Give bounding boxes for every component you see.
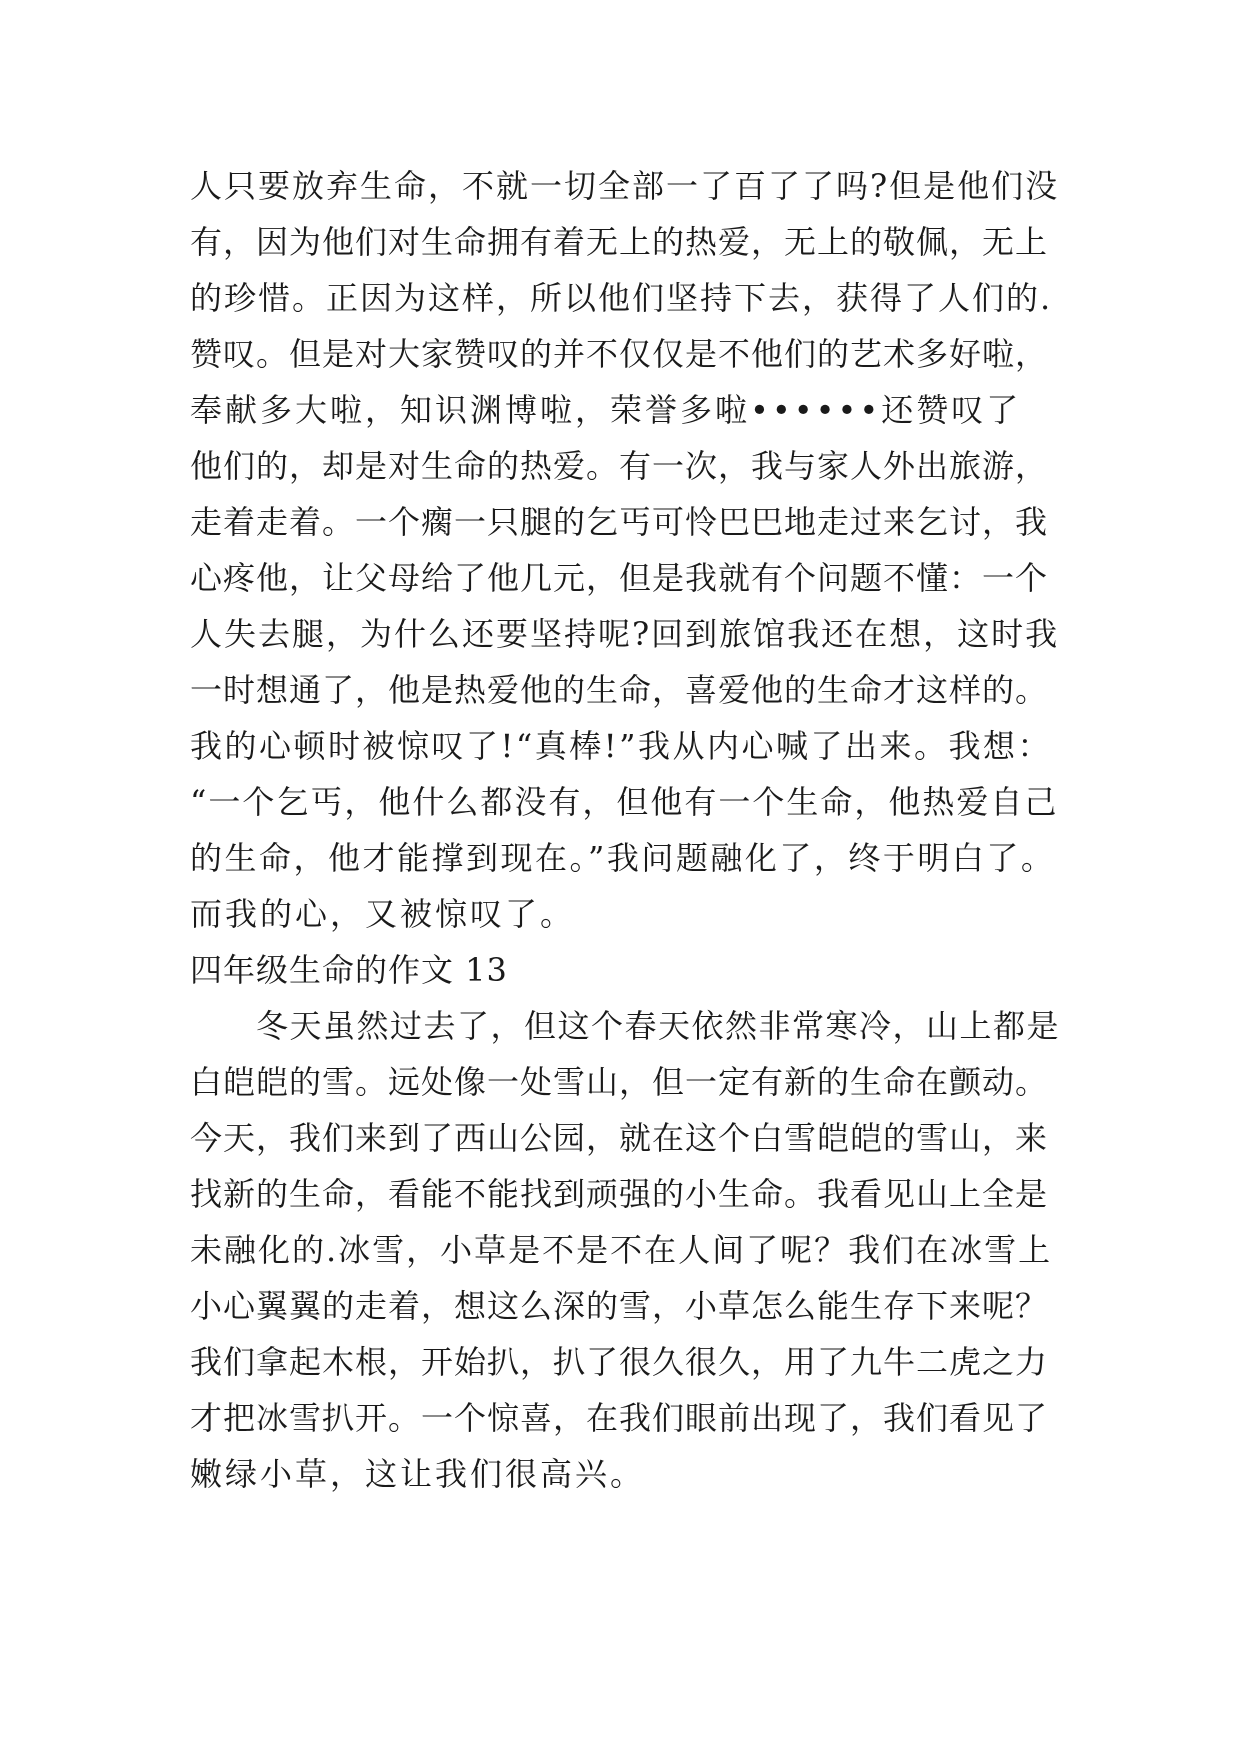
section-heading: 四年级生命的作文 13 — [190, 951, 508, 989]
text-line: 白皑皑的雪。远处像一处雪山，但一定有新的生命在颤动。 — [190, 1063, 1049, 1101]
text-line: 未融化的.冰雪，小草是不是不在人间了呢？我们在冰雪上 — [190, 1231, 1053, 1269]
text-line: 的珍惜。正因为这样，所以他们坚持下去，获得了人们的. — [190, 279, 1053, 317]
text-line: 人失去腿，为什么还要坚持呢?回到旅馆我还在想，这时我 — [190, 615, 1060, 653]
text-line: “一个乞丐，他什么都没有，但他有一个生命，他热爱自己 — [190, 783, 1059, 821]
text-line: 冬天虽然过去了，但这个春天依然非常寒冷，山上都是 — [256, 1007, 1061, 1045]
text-line: 才把冰雪扒开。一个惊喜，在我们眼前出现了，我们看见了 — [190, 1399, 1049, 1437]
text-line: 的生命，他才能撑到现在。”我问题融化了，终于明白了。 — [190, 839, 1056, 877]
text-line: 心疼他，让父母给了他几元，但是我就有个问题不懂：一个 — [190, 559, 1049, 597]
text-line: 他们的，却是对生命的热爱。有一次，我与家人外出旅游， — [190, 447, 1049, 485]
text-line: 小心翼翼的走着，想这么深的雪，小草怎么能生存下来呢？ — [190, 1287, 1049, 1325]
text-line: 奉献多大啦，知识渊博啦，荣誉多啦••••••还赞叹了 — [190, 391, 1022, 429]
text-line: 找新的生命，看能不能找到顽强的小生命。我看见山上全是 — [190, 1175, 1049, 1213]
text-line: 我们拿起木根，开始扒，扒了很久很久，用了九牛二虎之力 — [190, 1343, 1049, 1381]
text-line: 赞叹。但是对大家赞叹的并不仅仅是不他们的艺术多好啦， — [190, 335, 1049, 373]
text-line: 我的心顿时被惊叹了!“真棒!”我从内心喊了出来。我想： — [190, 727, 1052, 765]
text-line: 而我的心，又被惊叹了。 — [190, 895, 576, 933]
text-line: 一时想通了，他是热爱他的生命，喜爱他的生命才这样的。 — [190, 671, 1049, 709]
text-line: 有，因为他们对生命拥有着无上的热爱，无上的敬佩，无上 — [190, 223, 1049, 261]
text-line: 嫩绿小草，这让我们很高兴。 — [190, 1455, 646, 1493]
text-line: 走着走着。一个瘸一只腿的乞丐可怜巴巴地走过来乞讨，我 — [190, 503, 1049, 541]
text-line: 人只要放弃生命，不就一切全部一了百了了吗?但是他们没 — [190, 167, 1060, 205]
text-line: 今天，我们来到了西山公园，就在这个白雪皑皑的雪山，来 — [190, 1119, 1049, 1157]
